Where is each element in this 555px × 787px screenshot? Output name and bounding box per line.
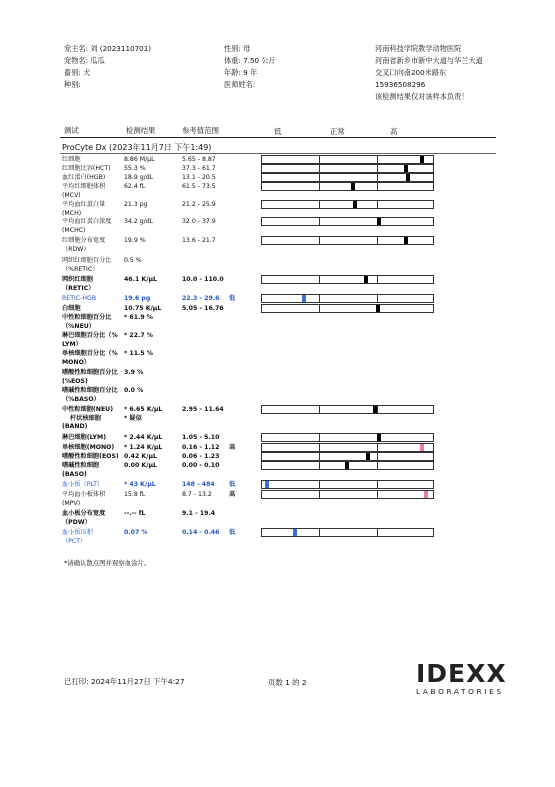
test-result: 0.5 % xyxy=(124,257,142,264)
gauge-divider xyxy=(319,295,320,302)
gauge-divider xyxy=(319,434,320,441)
abnormal-flag: 低 xyxy=(229,529,236,536)
test-name: 网织红细胞百分比 xyxy=(62,257,112,264)
idexx-logo xyxy=(416,659,508,696)
gauge-divider xyxy=(319,183,320,190)
reference-range: 0.16 - 1.12 xyxy=(182,444,220,451)
test-name: 白细胞 xyxy=(62,305,81,312)
test-result: * 6.65 K/μL xyxy=(124,406,163,413)
gauge-marker xyxy=(377,218,381,225)
test-result: 0.0 % xyxy=(124,387,144,394)
test-name: (MCV) xyxy=(62,191,81,199)
reference-range: 0.06 - 1.23 xyxy=(182,453,220,460)
range-gauge xyxy=(261,217,434,226)
abnormal-flag: 高 xyxy=(229,491,236,498)
test-result: 0.07 % xyxy=(124,529,148,536)
gauge-divider xyxy=(319,201,320,208)
reference-range: 13.1 - 20.5 xyxy=(182,174,216,181)
gauge-divider xyxy=(377,183,378,190)
test-name: （PCT） xyxy=(62,537,87,545)
gauge-marker xyxy=(424,491,428,498)
test-name: 平均血红蛋白浓度 xyxy=(62,218,112,225)
test-result: 55.3 % xyxy=(124,165,146,172)
range-gauge xyxy=(261,443,434,452)
test-result: * 61.9 % xyxy=(124,314,154,321)
test-result: 3.9 % xyxy=(124,369,144,376)
col-range: 参考值范围 xyxy=(182,126,219,135)
test-name: 嗜碱性粒细胞 xyxy=(62,462,100,469)
printed-date: 已打印: 2024年11月27日 下午4:27 xyxy=(64,677,185,686)
gauge-divider xyxy=(319,529,320,536)
test-name: LYM） xyxy=(62,340,82,348)
gauge-marker xyxy=(420,444,424,451)
breed-line: 种别: xyxy=(64,80,81,89)
gauge-marker xyxy=(373,406,377,413)
test-result: 0.00 K/μL xyxy=(124,462,157,469)
reference-range: 10.0 - 110.0 xyxy=(182,276,224,283)
test-name: 血小板（PLT） xyxy=(62,481,104,488)
clinic-phone: 15936508296 xyxy=(375,80,426,89)
gauge-divider xyxy=(319,462,320,469)
gauge-divider xyxy=(319,481,320,488)
test-name: （%RETIC） xyxy=(62,265,99,273)
test-name: 平均血小板体积 xyxy=(62,491,106,498)
test-name: 红细胞分布宽度 xyxy=(62,237,106,244)
gauge-divider xyxy=(377,201,378,208)
abnormal-flag: 高 xyxy=(229,444,236,451)
test-name: (BASO) xyxy=(62,470,87,478)
test-name: 血小板压积 xyxy=(62,529,93,536)
gauge-divider xyxy=(319,444,320,451)
test-name: （%NEU） xyxy=(62,322,96,330)
gauge-marker xyxy=(377,434,381,441)
test-result: 8.86 M/μL xyxy=(124,156,155,163)
gauge-divider xyxy=(319,491,320,498)
reference-range: 9.1 - 19.4 xyxy=(182,510,216,517)
test-name: 红细胞 xyxy=(62,156,81,163)
page-number: 页数 1 的 2 xyxy=(268,678,307,687)
abnormal-flag: 低 xyxy=(229,481,236,488)
reference-range: 0.14 - 0.46 xyxy=(182,529,220,536)
gauge-divider xyxy=(377,529,378,536)
clinic-name: 河南科技学院教学动物医院 xyxy=(375,44,462,53)
reference-range: 21.2 - 25.9 xyxy=(182,201,216,208)
age-line: 年龄: 9 年 xyxy=(224,68,258,77)
footnote: *请确认散点图并观察血涂片。 xyxy=(64,559,151,567)
test-name: 嗜碱性粒细胞百分比 xyxy=(62,387,118,394)
reference-range: 22.3 - 29.6 xyxy=(182,295,220,302)
test-result-secondary: * 疑似 xyxy=(124,414,142,422)
test-result: 21.3 pg xyxy=(124,201,148,208)
test-name: 淋巴细胞百分比（% xyxy=(62,332,118,339)
gauge-divider xyxy=(319,156,320,163)
logo-subtitle: LABORATORIES xyxy=(416,687,504,696)
range-gauge xyxy=(261,461,434,470)
range-gauge xyxy=(261,304,434,313)
gauge-marker xyxy=(302,295,306,302)
test-name: RETIC-HGB xyxy=(62,295,97,302)
gauge-divider xyxy=(377,406,378,413)
range-gauge xyxy=(261,200,434,209)
test-result: 10.75 K/μL xyxy=(124,305,162,312)
test-name: 中性粒细胞百分比 xyxy=(62,314,112,321)
range-gauge xyxy=(261,480,434,489)
gauge-marker xyxy=(404,165,408,172)
test-name: （%BASO） xyxy=(62,395,100,403)
test-result: * 43 K/μL xyxy=(124,481,156,488)
gauge-marker xyxy=(353,201,357,208)
gauge-marker xyxy=(366,453,370,460)
test-result: --.-- fL xyxy=(124,510,146,517)
range-gauge xyxy=(261,433,434,442)
reference-range: 61.5 - 73.5 xyxy=(182,183,216,190)
test-name: 杆状核细胞 xyxy=(70,414,101,422)
range-gauge xyxy=(261,405,434,414)
reference-range: 5.05 - 16.76 xyxy=(182,305,224,312)
gauge-divider xyxy=(377,462,378,469)
sex-line: 性别: 母 xyxy=(224,44,251,53)
header-divider xyxy=(60,137,496,138)
weight-line: 体重: 7.50 公斤 xyxy=(224,56,276,65)
col-normal: 正常 xyxy=(330,127,345,136)
abnormal-flag: 低 xyxy=(229,295,236,302)
gauge-divider xyxy=(319,218,320,225)
logo-wordmark: IDEXX xyxy=(416,659,507,688)
range-gauge xyxy=(261,182,434,191)
test-result: * 11.5 % xyxy=(124,350,154,357)
test-name: (MCHC) xyxy=(62,226,86,234)
reference-range: 8.7 - 13.2 xyxy=(182,491,212,498)
test-result: 19.9 % xyxy=(124,237,146,244)
gauge-divider xyxy=(319,406,320,413)
gauge-divider xyxy=(377,295,378,302)
reference-range: 148 - 484 xyxy=(182,481,215,488)
gauge-divider xyxy=(377,453,378,460)
test-name: 中性粒细胞(NEU) xyxy=(62,406,114,413)
reference-range: 2.95 - 11.64 xyxy=(182,406,224,413)
test-result: * 2.44 K/μL xyxy=(124,434,163,441)
test-name: 嗜酸性粒细胞百分比 xyxy=(62,369,118,376)
reference-range: 0.00 - 0.10 xyxy=(182,462,220,469)
col-result: 检测结果 xyxy=(126,126,156,135)
gauge-divider xyxy=(377,491,378,498)
test-name: （RETIC） xyxy=(62,284,95,292)
test-name: 网织红细胞 xyxy=(62,276,93,283)
doctor-line: 医师姓名: xyxy=(224,80,256,89)
test-name: 淋巴细胞(LYM) xyxy=(62,434,107,441)
gauge-divider xyxy=(319,305,320,312)
gauge-divider xyxy=(377,276,378,283)
test-name: (MPV) xyxy=(62,499,81,507)
test-name: （PDW） xyxy=(62,518,91,526)
test-name: (BAND) xyxy=(62,423,88,431)
disclaimer: 该检测结果仅对该样本负责！ xyxy=(375,92,469,101)
test-result: 46.1 K/μL xyxy=(124,276,157,283)
test-name: 平均红细胞体积 xyxy=(62,183,106,190)
test-result: * 1.24 K/μL xyxy=(124,444,163,451)
reference-range: 32.0 - 37.9 xyxy=(182,218,216,225)
gauge-divider xyxy=(319,174,320,181)
test-result: 34.2 g/dL xyxy=(124,218,154,225)
col-test: 测试 xyxy=(64,126,79,135)
gauge-divider xyxy=(377,444,378,451)
test-name: (MCH) xyxy=(62,209,82,217)
test-result: * 22.7 % xyxy=(124,332,154,339)
test-name: 单核细胞(MONO) xyxy=(62,444,115,451)
col-low: 低 xyxy=(274,127,282,136)
col-high: 高 xyxy=(390,127,398,136)
gauge-marker xyxy=(364,276,368,283)
test-result: 15.8 fL xyxy=(124,491,146,498)
range-gauge xyxy=(261,173,434,182)
test-name: 嗜酸性粒细胞(EOS) xyxy=(62,453,119,460)
reference-range: 1.05 - 5.10 xyxy=(182,434,220,441)
test-name: （RDW） xyxy=(62,245,90,253)
test-name: (%EOS) xyxy=(62,377,88,385)
owner-line: 宠主名: 刘 (2023110701) xyxy=(64,44,152,53)
range-gauge xyxy=(261,275,434,284)
test-name: 红细胞比容(HCT) xyxy=(62,165,111,172)
reference-range: 13.6 - 21.7 xyxy=(182,237,216,244)
range-gauge xyxy=(261,164,434,173)
gauge-divider xyxy=(377,237,378,244)
gauge-divider xyxy=(319,453,320,460)
gauge-divider xyxy=(319,276,320,283)
range-gauge xyxy=(261,155,434,164)
clinic-address-1: 河南省新乡市新中大道与华兰大道 xyxy=(375,56,483,65)
test-result: 19.6 pg xyxy=(124,295,151,302)
reference-range: 37.3 - 61.7 xyxy=(182,165,216,172)
test-result: 62.4 fL xyxy=(124,183,146,190)
gauge-divider xyxy=(319,165,320,172)
gauge-marker xyxy=(404,237,408,244)
gauge-marker xyxy=(420,156,424,163)
gauge-marker xyxy=(376,305,380,312)
range-gauge xyxy=(261,490,434,499)
range-gauge xyxy=(261,452,434,461)
section-divider xyxy=(60,153,496,154)
gauge-divider xyxy=(377,481,378,488)
gauge-marker xyxy=(293,529,297,536)
gauge-divider xyxy=(377,156,378,163)
clinic-address-2: 交叉口向南200米路东 xyxy=(375,68,447,77)
test-name: 血红蛋白(HGB) xyxy=(62,174,106,181)
section-title: ProCyte Dx (2023年11月7日 下午1:49) xyxy=(62,143,212,152)
gauge-marker xyxy=(351,183,355,190)
gauge-divider xyxy=(377,165,378,172)
range-gauge xyxy=(261,236,434,245)
test-name: MONO） xyxy=(62,358,91,366)
range-gauge xyxy=(261,528,434,537)
species-line: 畜别: 犬 xyxy=(64,68,91,77)
gauge-marker xyxy=(345,462,349,469)
gauge-divider xyxy=(319,237,320,244)
gauge-divider xyxy=(377,174,378,181)
test-result: 0.42 K/μL xyxy=(124,453,157,460)
pet-name-line: 宠物名: 瓜瓜 xyxy=(64,56,105,65)
test-name: 单核细胞百分比（% xyxy=(62,350,118,357)
reference-range: 5.65 - 8.87 xyxy=(182,156,216,163)
test-name: 平均血红蛋白量 xyxy=(62,201,106,208)
gauge-marker xyxy=(406,174,410,181)
range-gauge xyxy=(261,294,434,303)
test-name: 血小板分布宽度 xyxy=(62,510,106,517)
gauge-marker xyxy=(265,481,269,488)
test-result: 18.9 g/dL xyxy=(124,174,154,181)
